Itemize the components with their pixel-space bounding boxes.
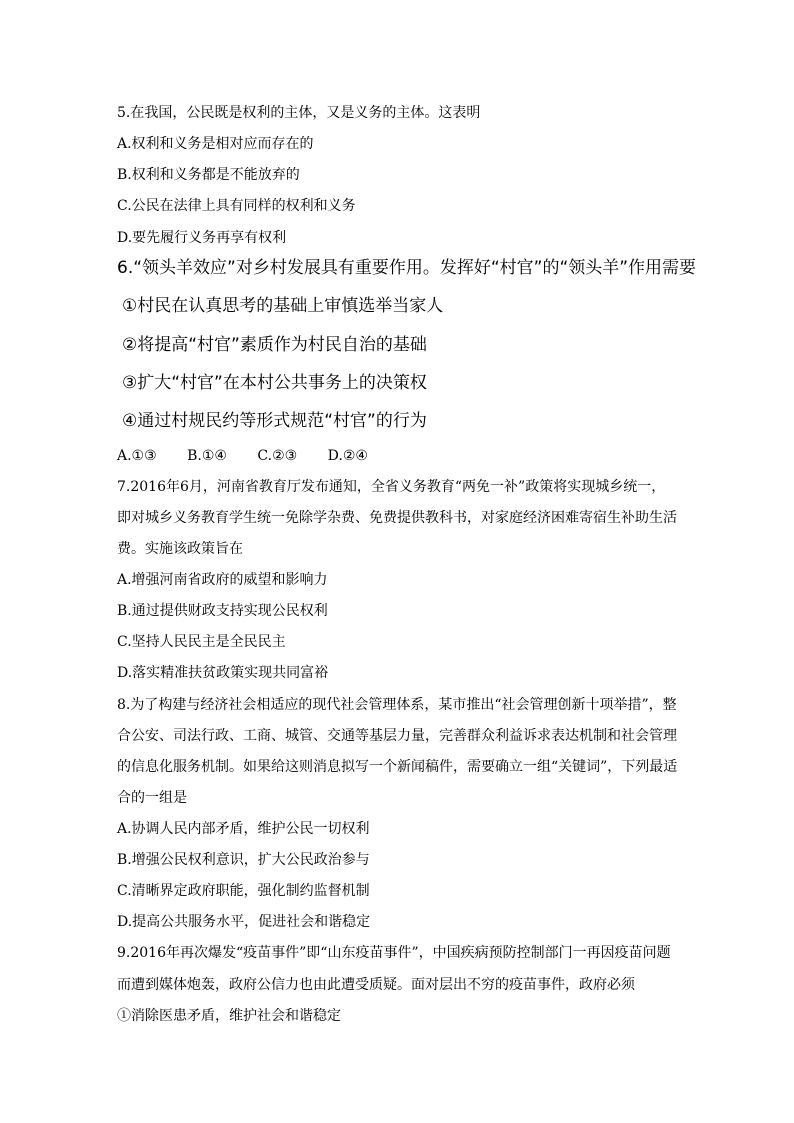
q5-option-b: B.权利和义务都是不能放弃的 bbox=[117, 167, 300, 183]
q6-options bbox=[117, 447, 394, 465]
q8-stem-line-2: 合公安、司法行政、工商、城管、交通等基层力量，完善群众利益诉求表达机制和社会管理 bbox=[117, 728, 677, 744]
q7-option-a: A.增强河南省政府的威望和影响力 bbox=[117, 572, 328, 588]
q6-option-c: C.②③ bbox=[257, 448, 298, 464]
q5-stem: 5.在我国，公民既是权利的主体，又是义务的主体。这表明 bbox=[117, 105, 481, 121]
q8-option-a: A.协调人民内部矛盾，维护公民一切权利 bbox=[117, 821, 370, 837]
q7-stem-line-3: 费。实施该政策旨在 bbox=[117, 541, 243, 557]
q6-option-a: A.①③ bbox=[117, 448, 157, 464]
q8-stem-line-3: 的信息化服务机制。如果给这则消息拟写一个新闻稿件，需要确立一组“关键词”，下列最适 bbox=[117, 759, 678, 775]
q7-option-c: C.坚持人民民主是全民民主 bbox=[117, 634, 286, 650]
q8-option-d: D.提高公共服务水平，促进社会和谐稳定 bbox=[117, 914, 371, 930]
q6-item-2: ②将提高“村官”素质作为村民自治的基础 bbox=[122, 335, 427, 355]
q6-option-b: B.①④ bbox=[187, 448, 227, 464]
q5-option-d: D.要先履行义务再享有权利 bbox=[117, 230, 287, 246]
q7-stem-line-2: 即对城乡义务教育学生统一免除学杂费、免费提供教科书，对家庭经济困难寄宿生补助生活 bbox=[117, 510, 677, 526]
q6-stem: 6.“领头羊效应”对乡村发展具有重要作用。发挥好“村官”的“领头羊”作用需要 bbox=[117, 258, 697, 278]
q8-option-c: C.清晰界定政府职能，强化制约监督机制 bbox=[117, 883, 370, 899]
q8-option-b: B.增强公民权利意识，扩大公民政治参与 bbox=[117, 852, 370, 868]
q8-stem-line-4: 合的一组是 bbox=[117, 790, 187, 806]
q5-option-a: A.权利和义务是相对应而存在的 bbox=[117, 136, 314, 152]
q9-stem-line-1: 9.2016年再次爆发“疫苗事件”即“山东疫苗事件”，中国疾病预防控制部门一再因疫苗问题 bbox=[117, 945, 671, 961]
q6-item-1: ①村民在认真思考的基础上审慎选举当家人 bbox=[122, 296, 444, 316]
q6-item-4: ④通过村规民约等形式规范“村官”的行为 bbox=[122, 411, 427, 431]
q8-stem-line-1: 8.为了构建与经济社会相适应的现代社会管理体系，某市推出“社会管理创新十项举措”，整 bbox=[117, 697, 677, 713]
q9-item-1: ①消除医患矛盾，维护社会和谐稳定 bbox=[117, 1008, 341, 1024]
q6-option-d: D.②④ bbox=[327, 448, 368, 464]
q7-option-b: B.通过提供财政支持实现公民权利 bbox=[117, 603, 328, 619]
q5-option-c: C.公民在法律上具有同样的权利和义务 bbox=[117, 198, 356, 214]
q7-stem-line-1: 7.2016年6月，河南省教育厅发布通知，全省义务教育“两免一补”政策将实现城乡统一， bbox=[117, 479, 666, 495]
q9-stem-line-2: 而遭到媒体炮轰，政府公信力也由此遭受质疑。面对层出不穷的疫苗事件，政府必须 bbox=[117, 977, 635, 993]
q7-option-d: D.落实精准扶贫政策实现共同富裕 bbox=[117, 665, 329, 681]
q6-item-3: ③扩大“村官”在本村公共事务上的决策权 bbox=[122, 373, 427, 393]
